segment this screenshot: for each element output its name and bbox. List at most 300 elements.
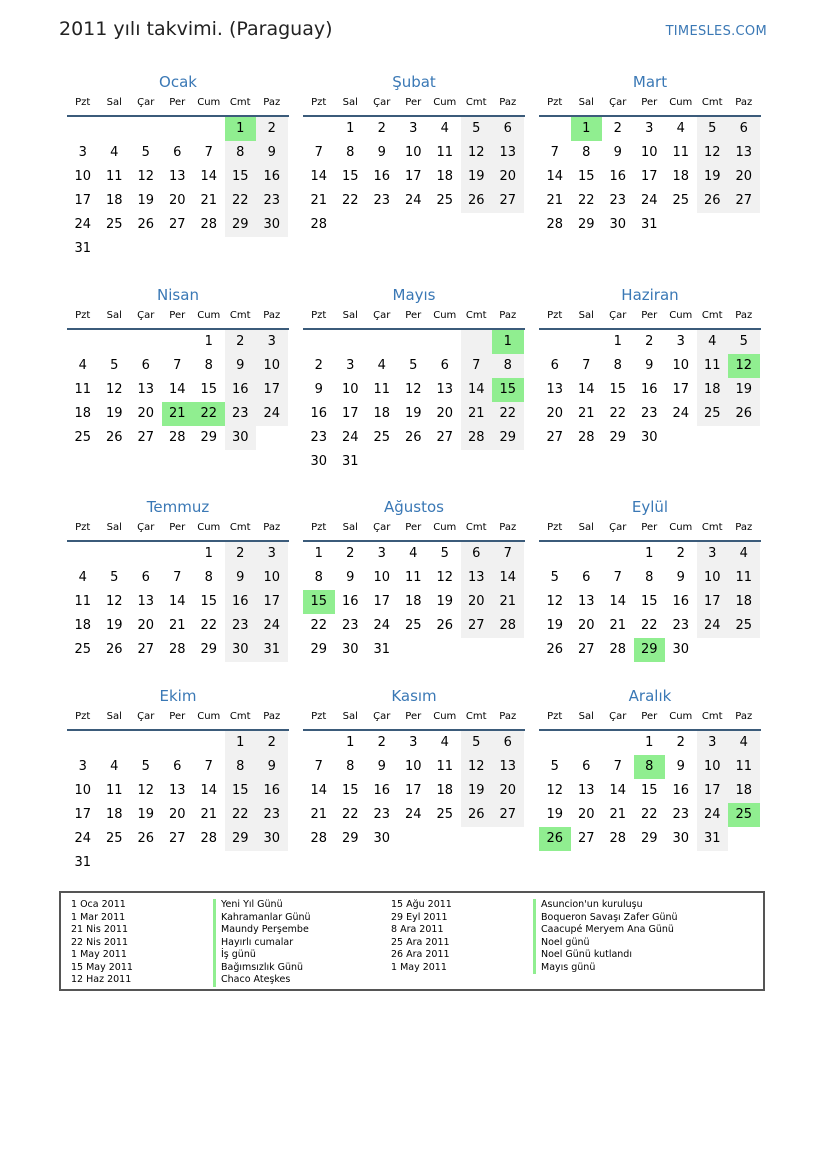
day-cell: 4: [110, 759, 119, 774]
holiday-name: Asuncion'un kuruluşu: [533, 899, 678, 912]
day-grid: [303, 330, 525, 474]
day-cell: 9: [676, 570, 685, 585]
weekday-label: Pzt: [547, 711, 563, 722]
day-cell: 29: [492, 426, 524, 450]
weekday-label: Cum: [433, 97, 457, 108]
day-cell: 25: [74, 430, 92, 445]
day-cell: 24: [256, 402, 288, 426]
day-cell: 13: [137, 594, 155, 609]
day-cell: 31: [74, 241, 92, 256]
day-cell: 6: [141, 570, 150, 585]
empty-cell: [492, 827, 524, 851]
weekday-label: Sal: [578, 310, 594, 321]
holiday-name: Kahramanlar Günü: [213, 912, 311, 925]
holiday-day-cell: 8: [634, 755, 666, 779]
day-cell: 6: [492, 117, 524, 141]
day-cell: 11: [728, 566, 760, 590]
empty-cell: [303, 731, 335, 755]
holiday-name: Bağımsızlık Günü: [213, 962, 311, 975]
weekday-label: Sal: [106, 522, 122, 533]
day-cell: 24: [74, 217, 92, 232]
day-cell: 19: [105, 406, 123, 421]
weekday-label: Pzt: [547, 522, 563, 533]
week-row: [67, 827, 289, 851]
empty-cell: [335, 330, 367, 354]
empty-cell: [665, 426, 697, 450]
day-cell: 21: [200, 807, 218, 822]
empty-cell: [193, 237, 225, 261]
day-cell: 26: [137, 217, 155, 232]
day-cell: 9: [225, 354, 257, 378]
week-row: [539, 213, 761, 237]
week-row: [539, 755, 761, 779]
day-cell: 27: [168, 217, 186, 232]
weekday-label: Çar: [373, 522, 391, 533]
day-cell: 29: [640, 831, 658, 846]
weekday-label: Per: [405, 97, 422, 108]
day-cell: 12: [697, 141, 729, 165]
day-cell: 3: [676, 334, 685, 349]
day-cell: 7: [613, 759, 622, 774]
day-cell: 23: [341, 618, 359, 633]
empty-cell: [728, 426, 760, 450]
empty-cell: [130, 330, 162, 354]
day-cell: 5: [461, 117, 493, 141]
empty-cell: [492, 213, 524, 237]
week-row: [539, 117, 761, 141]
day-cell: 13: [546, 382, 564, 397]
weekday-label: Pzt: [75, 522, 91, 533]
day-cell: 31: [256, 638, 288, 662]
empty-cell: [99, 731, 131, 755]
week-row: [67, 803, 289, 827]
day-cell: 20: [728, 165, 760, 189]
day-cell: 27: [577, 642, 595, 657]
weekday-label: Per: [641, 522, 658, 533]
month-calendar: [539, 496, 761, 662]
weekday-label: Paz: [263, 97, 281, 108]
empty-cell: [193, 117, 225, 141]
day-cell: 10: [373, 570, 391, 585]
day-cell: 21: [577, 406, 595, 421]
day-cell: 22: [341, 807, 359, 822]
holiday-day-cell: 22: [193, 402, 225, 426]
empty-cell: [130, 542, 162, 566]
day-cell: 22: [341, 193, 359, 208]
day-cell: 23: [256, 803, 288, 827]
empty-cell: [539, 117, 571, 141]
day-cell: 21: [200, 193, 218, 208]
day-cell: 14: [609, 783, 627, 798]
day-cell: 10: [404, 759, 422, 774]
empty-cell: [193, 851, 225, 875]
weekday-label: Çar: [373, 310, 391, 321]
weekday-label: Sal: [342, 522, 358, 533]
holiday-day-cell: 12: [728, 354, 760, 378]
empty-cell: [256, 851, 288, 875]
day-cell: 6: [173, 145, 182, 160]
site-link[interactable]: TIMESLES.COM: [665, 24, 767, 39]
day-cell: 20: [461, 590, 493, 614]
empty-cell: [303, 117, 335, 141]
day-cell: 10: [74, 169, 92, 184]
day-cell: 16: [256, 165, 288, 189]
holiday-name: Mayıs günü: [533, 962, 678, 975]
day-cell: 18: [373, 406, 391, 421]
week-row: [539, 779, 761, 803]
empty-cell: [539, 731, 571, 755]
day-cell: 8: [225, 755, 257, 779]
empty-cell: [398, 330, 430, 354]
weekday-label: Sal: [106, 711, 122, 722]
week-row: [67, 851, 289, 875]
weekday-label: Per: [405, 310, 422, 321]
empty-cell: [398, 638, 430, 662]
day-cell: 2: [676, 735, 685, 750]
legend-dates-left: [71, 899, 133, 987]
day-cell: 1: [645, 735, 654, 750]
empty-cell: [130, 851, 162, 875]
day-cell: 16: [310, 406, 328, 421]
month-name: Aralık: [628, 687, 672, 705]
weekday-label: Pzt: [311, 522, 327, 533]
day-cell: 14: [310, 169, 328, 184]
weekday-header: [303, 306, 525, 330]
day-cell: 22: [225, 803, 257, 827]
day-cell: 15: [225, 165, 257, 189]
day-cell: 21: [310, 807, 328, 822]
week-row: [67, 117, 289, 141]
day-grid: [303, 731, 525, 851]
empty-cell: [67, 330, 99, 354]
day-cell: 4: [78, 570, 87, 585]
weekday-label: Cum: [669, 522, 693, 533]
empty-cell: [398, 450, 430, 474]
day-cell: 5: [141, 759, 150, 774]
day-cell: 4: [676, 121, 685, 136]
day-cell: 4: [377, 358, 386, 373]
day-cell: 11: [74, 382, 92, 397]
day-grid: [303, 117, 525, 237]
day-cell: 3: [78, 759, 87, 774]
page-title: 2011 yılı takvimi. (Paraguay): [59, 18, 333, 40]
weekday-label: Cum: [669, 310, 693, 321]
day-cell: 8: [204, 358, 213, 373]
week-row: [303, 354, 525, 378]
day-cell: 11: [373, 382, 391, 397]
day-cell: 28: [492, 614, 524, 638]
holiday-date: 21 Nis 2011: [71, 924, 128, 935]
day-cell: 31: [373, 642, 391, 657]
week-row: [67, 354, 289, 378]
day-cell: 25: [672, 193, 690, 208]
day-cell: 12: [137, 169, 155, 184]
week-row: [303, 330, 525, 354]
day-cell: 23: [373, 807, 391, 822]
week-row: [539, 542, 761, 566]
day-cell: 2: [225, 330, 257, 354]
empty-cell: [162, 330, 194, 354]
day-cell: 20: [168, 807, 186, 822]
day-cell: 24: [697, 803, 729, 827]
day-grid: [67, 117, 289, 261]
day-cell: 26: [728, 402, 760, 426]
week-row: [303, 566, 525, 590]
weekday-label: Paz: [735, 310, 753, 321]
day-cell: 14: [492, 566, 524, 590]
week-row: [539, 803, 761, 827]
day-cell: 9: [256, 141, 288, 165]
week-row: [67, 165, 289, 189]
day-cell: 13: [461, 566, 493, 590]
week-row: [303, 614, 525, 638]
week-row: [303, 141, 525, 165]
holiday-name: Yeni Yıl Günü: [213, 899, 311, 912]
week-row: [539, 426, 761, 450]
empty-cell: [366, 450, 398, 474]
weekday-header: [303, 518, 525, 542]
day-cell: 18: [436, 783, 454, 798]
day-cell: 27: [137, 642, 155, 657]
week-row: [303, 638, 525, 662]
weekday-label: Per: [169, 97, 186, 108]
day-cell: 20: [577, 618, 595, 633]
day-cell: 13: [577, 594, 595, 609]
week-row: [303, 542, 525, 566]
month-calendar: [539, 71, 761, 237]
weekday-label: Cmt: [229, 97, 251, 108]
day-cell: 20: [137, 406, 155, 421]
day-cell: 12: [105, 594, 123, 609]
day-cell: 24: [640, 193, 658, 208]
weekday-label: Cmt: [465, 711, 487, 722]
day-cell: 5: [550, 570, 559, 585]
week-row: [303, 779, 525, 803]
day-cell: 12: [461, 755, 493, 779]
day-cell: 30: [609, 217, 627, 232]
day-cell: 29: [225, 827, 257, 851]
day-cell: 5: [440, 546, 449, 561]
holiday-name: İş günü: [213, 949, 311, 962]
day-cell: 30: [672, 831, 690, 846]
week-row: [67, 731, 289, 755]
day-grid: [539, 542, 761, 662]
day-cell: 24: [341, 430, 359, 445]
empty-cell: [539, 330, 571, 354]
day-cell: 18: [404, 594, 422, 609]
week-row: [303, 450, 525, 474]
holiday-date: 26 Ara 2011: [391, 949, 450, 960]
day-cell: 5: [409, 358, 418, 373]
day-cell: 11: [697, 354, 729, 378]
day-cell: 19: [404, 406, 422, 421]
day-cell: 26: [436, 618, 454, 633]
day-cell: 25: [105, 217, 123, 232]
day-cell: 7: [492, 542, 524, 566]
day-cell: 1: [225, 731, 257, 755]
empty-cell: [67, 117, 99, 141]
day-cell: 21: [492, 590, 524, 614]
day-cell: 26: [461, 189, 493, 213]
weekday-label: Pzt: [547, 97, 563, 108]
day-cell: 25: [436, 807, 454, 822]
day-cell: 24: [74, 831, 92, 846]
weekday-header: [67, 93, 289, 117]
week-row: [67, 402, 289, 426]
month-calendar: [303, 685, 525, 851]
holiday-date: 22 Nis 2011: [71, 936, 128, 948]
weekday-label: Per: [169, 522, 186, 533]
empty-cell: [461, 330, 493, 354]
day-cell: 29: [310, 642, 328, 657]
day-grid: [539, 117, 761, 237]
day-cell: 4: [440, 121, 449, 136]
day-cell: 27: [436, 430, 454, 445]
day-cell: 10: [697, 755, 729, 779]
holiday-date: 1 May 2011: [391, 961, 447, 973]
day-cell: 20: [492, 779, 524, 803]
month-name: Nisan: [157, 286, 199, 304]
day-cell: 22: [492, 402, 524, 426]
week-row: [539, 189, 761, 213]
week-row: [539, 165, 761, 189]
day-cell: 5: [141, 145, 150, 160]
week-row: [539, 614, 761, 638]
day-cell: 14: [546, 169, 564, 184]
weekday-label: Cum: [433, 310, 457, 321]
holiday-name: Boqueron Savaşı Zafer Günü: [533, 912, 678, 925]
empty-cell: [429, 827, 461, 851]
day-cell: 18: [697, 378, 729, 402]
day-cell: 16: [225, 590, 257, 614]
weekday-label: Pzt: [75, 97, 91, 108]
empty-cell: [429, 450, 461, 474]
day-cell: 26: [137, 831, 155, 846]
day-cell: 8: [582, 145, 591, 160]
day-cell: 16: [672, 594, 690, 609]
day-cell: 25: [436, 193, 454, 208]
weekday-label: Sal: [342, 97, 358, 108]
day-cell: 6: [141, 358, 150, 373]
day-cell: 2: [613, 121, 622, 136]
day-cell: 9: [613, 145, 622, 160]
day-cell: 17: [672, 382, 690, 397]
day-cell: 21: [609, 807, 627, 822]
day-cell: 15: [640, 783, 658, 798]
weekday-label: Paz: [499, 97, 517, 108]
weekday-header: [539, 518, 761, 542]
day-cell: 30: [225, 426, 257, 450]
weekday-label: Paz: [735, 711, 753, 722]
day-cell: 13: [137, 382, 155, 397]
day-cell: 22: [577, 193, 595, 208]
day-cell: 17: [256, 590, 288, 614]
weekday-header: [539, 93, 761, 117]
day-cell: 13: [492, 755, 524, 779]
day-cell: 10: [256, 354, 288, 378]
day-cell: 6: [550, 358, 559, 373]
day-cell: 15: [640, 594, 658, 609]
weekday-label: Sal: [578, 522, 594, 533]
week-row: [539, 378, 761, 402]
day-cell: 15: [200, 382, 218, 397]
empty-cell: [225, 237, 257, 261]
day-cell: 10: [256, 566, 288, 590]
week-row: [539, 141, 761, 165]
weekday-label: Sal: [578, 711, 594, 722]
week-row: [539, 566, 761, 590]
holiday-name: Noel günü: [533, 937, 678, 950]
day-cell: 18: [74, 618, 92, 633]
weekday-label: Pzt: [547, 310, 563, 321]
weekday-label: Cmt: [229, 711, 251, 722]
day-grid: [539, 731, 761, 851]
day-cell: 3: [256, 330, 288, 354]
day-cell: 16: [609, 169, 627, 184]
day-cell: 1: [346, 735, 355, 750]
day-cell: 1: [204, 334, 213, 349]
day-cell: 29: [609, 430, 627, 445]
day-cell: 24: [697, 614, 729, 638]
week-row: [303, 803, 525, 827]
day-cell: 10: [697, 566, 729, 590]
day-cell: 28: [609, 642, 627, 657]
day-cell: 22: [310, 618, 328, 633]
weekday-label: Cum: [197, 310, 221, 321]
day-cell: 17: [697, 590, 729, 614]
weekday-label: Paz: [263, 711, 281, 722]
day-cell: 11: [404, 570, 422, 585]
empty-cell: [571, 330, 603, 354]
day-cell: 6: [461, 542, 493, 566]
day-cell: 18: [728, 779, 760, 803]
day-cell: 2: [377, 121, 386, 136]
day-cell: 13: [436, 382, 454, 397]
empty-cell: [130, 117, 162, 141]
day-cell: 23: [310, 430, 328, 445]
day-cell: 26: [105, 430, 123, 445]
day-cell: 7: [461, 354, 493, 378]
day-cell: 10: [640, 145, 658, 160]
holiday-date: 25 Ara 2011: [391, 936, 450, 948]
week-row: [303, 731, 525, 755]
day-cell: 28: [577, 430, 595, 445]
empty-cell: [99, 330, 131, 354]
day-cell: 9: [225, 566, 257, 590]
week-row: [303, 213, 525, 237]
day-cell: 10: [341, 382, 359, 397]
day-cell: 19: [697, 165, 729, 189]
day-cell: 10: [74, 783, 92, 798]
weekday-label: Cmt: [701, 522, 723, 533]
weekday-label: Per: [405, 711, 422, 722]
day-cell: 20: [436, 406, 454, 421]
weekday-label: Cmt: [701, 97, 723, 108]
weekday-label: Paz: [499, 522, 517, 533]
empty-cell: [193, 731, 225, 755]
empty-cell: [398, 213, 430, 237]
day-cell: 25: [105, 831, 123, 846]
day-cell: 13: [168, 783, 186, 798]
day-cell: 21: [546, 193, 564, 208]
day-cell: 17: [256, 378, 288, 402]
day-cell: 11: [105, 783, 123, 798]
day-cell: 25: [728, 614, 760, 638]
holiday-day-cell: 26: [539, 827, 571, 851]
empty-cell: [67, 542, 99, 566]
weekday-label: Çar: [137, 310, 155, 321]
day-cell: 12: [546, 783, 564, 798]
